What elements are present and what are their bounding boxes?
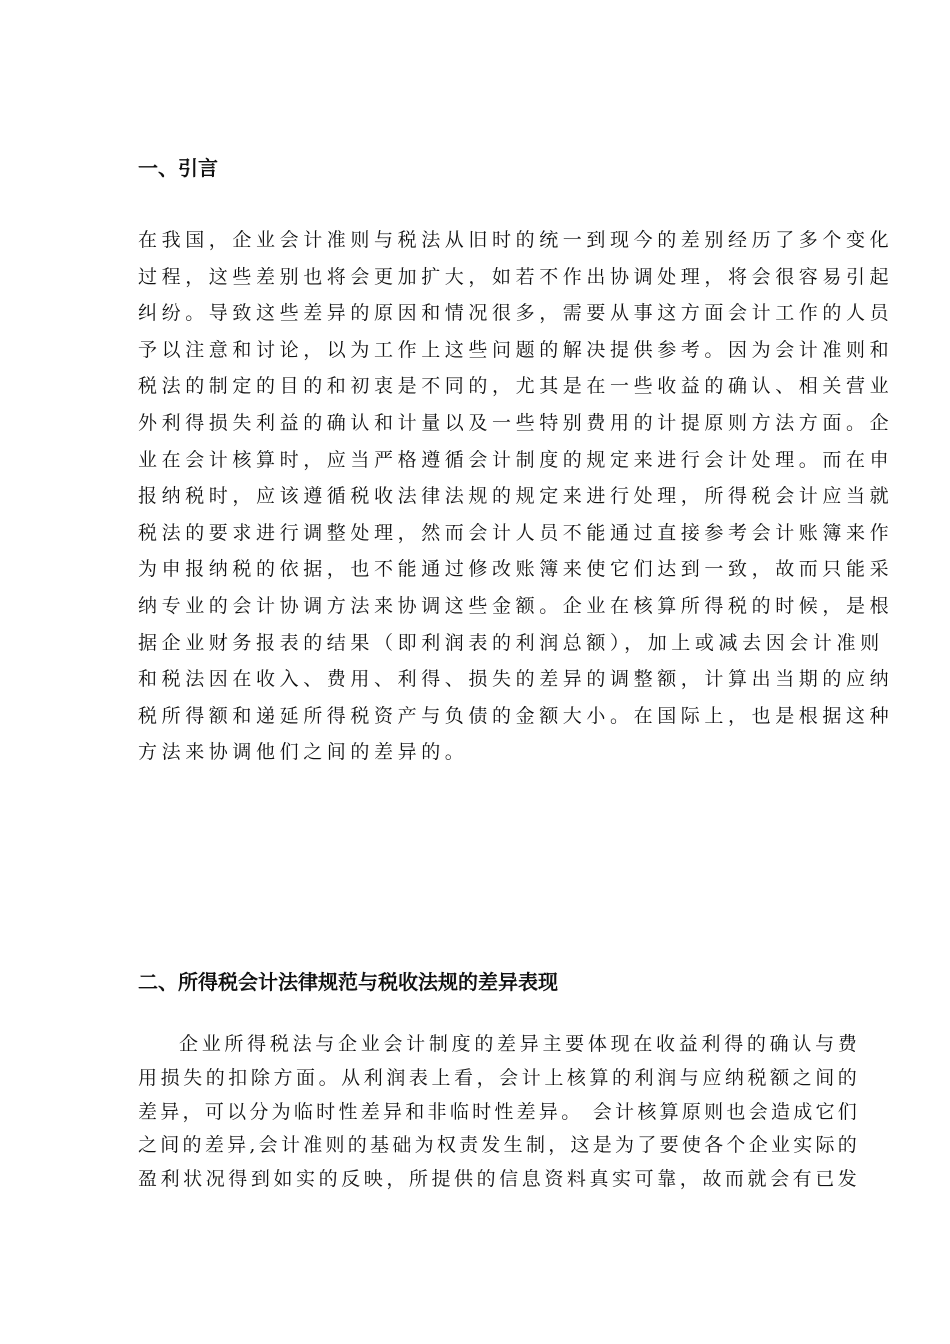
paragraph-line: 在我国，企业会计准则与税法从旧时的统一到现今的差别经历了多个变化 <box>138 229 894 251</box>
paragraph-differences <box>138 1028 858 1197</box>
section-heading-differences: 二、所得税会计法律规范与税收法规的差异表现 <box>138 970 558 994</box>
paragraph-line: 企业所得税法与企业会计制度的差异主要体现在收益利得的确认与费 <box>179 1033 858 1055</box>
paragraph-line: 税法的制定的目的和初衷是不同的，尤其是在一些收益的确认、相关营业 <box>138 375 894 398</box>
paragraph-line: 纠纷。导致这些差异的原因和情况很多，需要从事这方面会计工作的人员 <box>138 302 894 325</box>
paragraph-line: 外利得损失利益的确认和计量以及一些特别费用的计提原则方法方面。企 <box>138 411 894 434</box>
paragraph-line: 税所得额和递延所得税资产与负债的金额大小。在国际上，也是根据这种 <box>138 704 894 727</box>
paragraph-line: 方法来协调他们之间的差异的。 <box>138 741 469 764</box>
section-heading-introduction: 一、引言 <box>138 156 218 180</box>
paragraph-line: 用损失的扣除方面。从利润表上看，会计上核算的利润与应纳税额之间的 <box>138 1066 858 1089</box>
paragraph-line: 据企业财务报表的结果（即利润表的利润总额），加上或减去因会计准则 <box>138 631 884 654</box>
paragraph-line: 予以注意和讨论，以为工作上这些问题的解决提供参考。因为会计准则和 <box>138 338 894 361</box>
paragraph-line: 业在会计核算时，应当严格遵循会计制度的规定来进行会计处理。而在申 <box>138 448 894 471</box>
paragraph-line: 差异，可以分为临时性差异和非临时性差异。 会计核算原则也会造成它们 <box>138 1100 858 1123</box>
paragraph-line: 过程，这些差别也将会更加扩大，如若不作出协调处理，将会很容易引起 <box>138 265 894 288</box>
paragraph-line: 报纳税时，应该遵循税收法律法规的规定来进行处理，所得税会计应当就 <box>138 485 894 508</box>
paragraph-line: 纳专业的会计协调方法来协调这些金额。企业在核算所得税的时候，是根 <box>138 594 894 617</box>
paragraph-line: 为申报纳税的依据，也不能通过修改账簿来使它们达到一致，故而只能采 <box>138 558 894 581</box>
paragraph-line: 税法的要求进行调整处理，然而会计人员不能通过直接参考会计账簿来作 <box>138 521 894 544</box>
paragraph-introduction <box>138 222 894 771</box>
paragraph-line: 之间的差异,会计准则的基础为权责发生制，这是为了要使各个企业实际的 <box>138 1134 858 1157</box>
paragraph-line: 和税法因在收入、费用、利得、损失的差异的调整额，计算出当期的应纳 <box>138 668 894 691</box>
paragraph-line: 盈利状况得到如实的反映，所提供的信息资料真实可靠，故而就会有已发 <box>138 1168 858 1191</box>
